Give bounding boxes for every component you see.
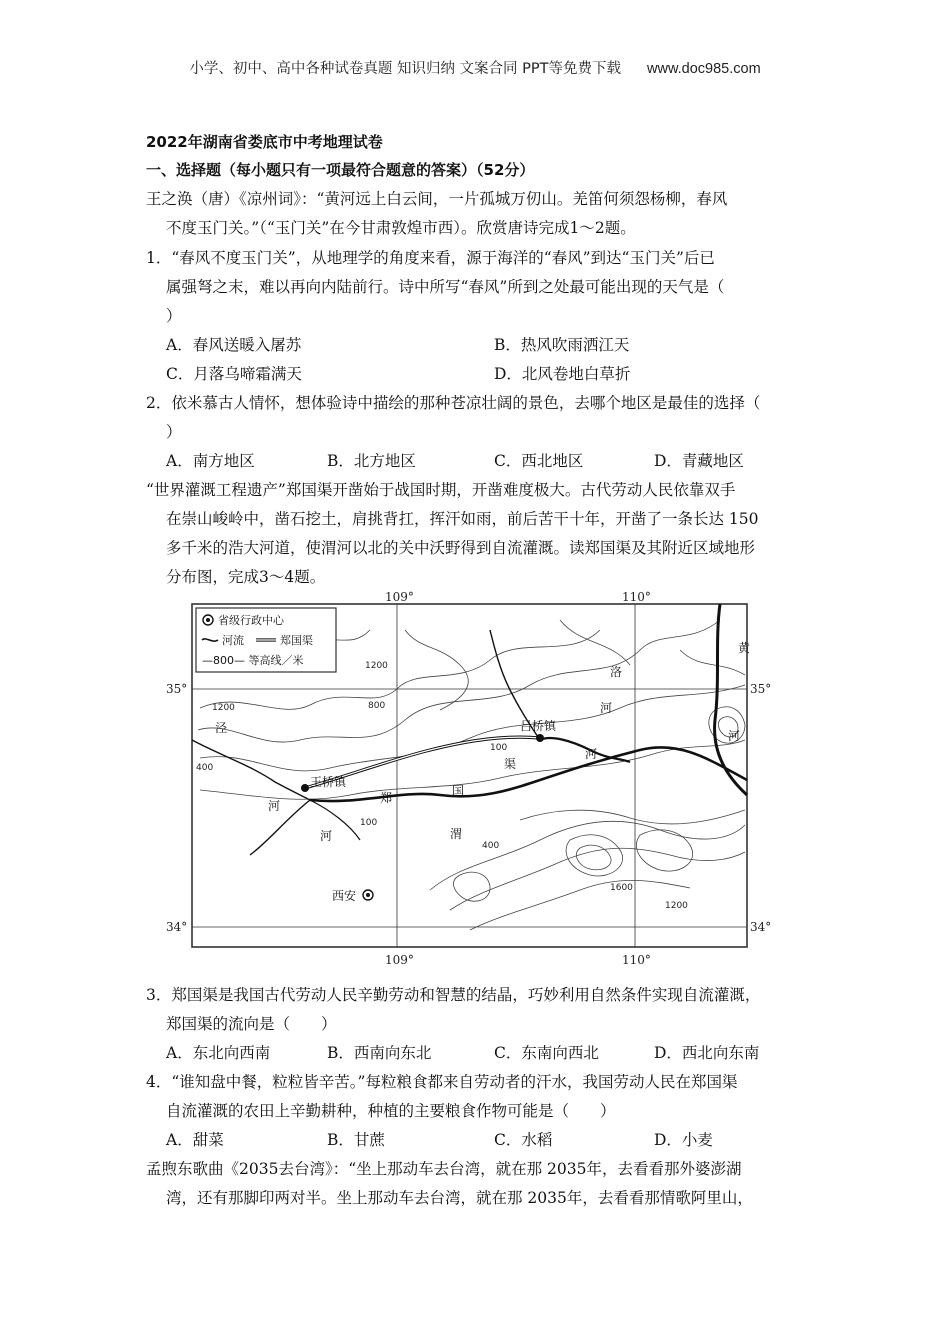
q3-option-a[interactable]: A．东北向西南 bbox=[166, 1044, 271, 1062]
river-wei bbox=[310, 747, 747, 801]
intro2-line3: 多千米的浩大河道，使渭河以北的关中沃野得到自流灌溉。读郑国渠及其附近区域地形 bbox=[166, 539, 756, 557]
label-luo: 洛 bbox=[610, 665, 623, 679]
q2-option-b[interactable]: B．北方地区 bbox=[327, 452, 416, 470]
page-header bbox=[0, 57, 950, 78]
header-site-link[interactable]: www.doc985.com bbox=[647, 61, 761, 77]
contour-g bbox=[560, 620, 630, 665]
contour-r bbox=[520, 810, 745, 824]
intro2-line2: 在崇山峻岭中，凿石挖土，肩挑背扛，挥汗如雨，前后苦干十年，开凿了一条长达 150 bbox=[166, 510, 759, 528]
intro1-line2: 不度玉门关。”（“玉门关”在今甘肃敦煌市西）。欣赏唐诗完成1～2题。 bbox=[166, 219, 636, 237]
q3-stem-line1: 3．郑国渠是我国古代劳动人民辛勤劳动和智慧的结晶，巧妙利用自然条件实现自流灌溉， bbox=[146, 986, 761, 1004]
label-contour-100a: 100 bbox=[490, 743, 508, 753]
intro3-line1: 孟煦东歌曲《2035去台湾》：“坐上那动车去台湾，就在那 2035年，去看看那外婆澎湖 bbox=[146, 1160, 742, 1178]
label-contour-1200b: 1200 bbox=[212, 703, 235, 713]
section-heading: 一、选择题（每小题只有一项最符合题意的答案）（52分） bbox=[146, 161, 535, 179]
label-guo: 国 bbox=[452, 784, 465, 798]
label-lat-35-left: 35° bbox=[166, 682, 188, 696]
label-lon-109-top: 109° bbox=[385, 590, 414, 604]
label-contour-400a: 400 bbox=[196, 763, 214, 773]
contour-h bbox=[680, 650, 745, 675]
label-yellow: 黄 bbox=[738, 641, 751, 655]
q3-option-d[interactable]: D．西北向东南 bbox=[654, 1044, 760, 1062]
label-contour-800: 800 bbox=[368, 701, 386, 711]
q3-option-b[interactable]: B．西南向东北 bbox=[327, 1044, 432, 1062]
map-svg bbox=[160, 590, 780, 974]
contour-f bbox=[405, 630, 468, 710]
contour-j bbox=[450, 848, 745, 910]
q4-stem-line2: 自流灌溉的农田上辛勤耕种，种植的主要粮食作物可能是（ ） bbox=[166, 1102, 616, 1120]
legend-canal-label: 郑国渠 bbox=[280, 634, 313, 647]
intro2-line4: 分布图，完成3～4题。 bbox=[166, 568, 326, 586]
intro2-line1: “世界灌溉工程遗产”郑国渠开凿始于战国时期，开凿难度极大。古代劳动人民依靠双手 bbox=[146, 481, 736, 499]
label-he4: 河 bbox=[268, 799, 281, 813]
wangqiao-point bbox=[301, 784, 309, 792]
header-text: 小学、初中、高中各种试卷真题 知识归纳 文案合同 PPT等免费下载 bbox=[189, 61, 622, 77]
legend-contour-label: —800— 等高线／米 bbox=[202, 654, 304, 667]
q3-stem-line2: 郑国渠的流向是（ ） bbox=[166, 1015, 337, 1033]
legend-capital-dot bbox=[206, 618, 210, 622]
label-he2: 河 bbox=[320, 829, 333, 843]
contour-c bbox=[200, 685, 745, 771]
label-lvqiao: 吕桥镇 bbox=[520, 719, 557, 733]
label-lon-110-bottom: 110° bbox=[622, 953, 651, 967]
legend-river-label: 河流 bbox=[222, 634, 244, 647]
label-contour-1200c: 1200 bbox=[665, 901, 688, 911]
label-contour-400b: 400 bbox=[482, 841, 500, 851]
label-contour-100b: 100 bbox=[360, 818, 378, 828]
lvqiao-point bbox=[536, 734, 544, 742]
contour-d bbox=[200, 740, 745, 799]
label-contour-1600: 1600 bbox=[610, 883, 633, 893]
q2-stem-line2: ） bbox=[166, 423, 182, 441]
q1-stem-line2: 属强弩之末，难以再向内陆前行。诗中所写“春风”所到之处最可能出现的天气是（ bbox=[166, 278, 725, 296]
label-he3: 河 bbox=[728, 729, 741, 743]
q1-option-b[interactable]: B．热风吹雨洒江天 bbox=[494, 336, 630, 354]
contour-k bbox=[470, 880, 690, 930]
label-zheng: 郑 bbox=[380, 791, 393, 805]
contour-o bbox=[454, 872, 490, 901]
label-lat-34-right: 34° bbox=[750, 920, 772, 934]
river-branch-mid bbox=[310, 800, 360, 840]
label-wei: 渭 bbox=[450, 827, 463, 841]
zhengguo-canal-map bbox=[160, 590, 780, 974]
label-qu: 渠 bbox=[504, 757, 517, 771]
q4-stem-line1: 4．“谁知盘中餐，粒粒皆辛苦。”每粒粮食都来自劳动者的汗水，我国劳动人民在郑国渠 bbox=[146, 1073, 738, 1091]
intro1-line1: 王之涣（唐）《凉州词》：“黄河远上白云间，一片孤城万仞山。羌笛何须怨杨柳，春风 bbox=[146, 190, 728, 208]
q1-option-a[interactable]: A．春风送暖入屠苏 bbox=[166, 336, 302, 354]
q2-option-a[interactable]: A．南方地区 bbox=[166, 452, 255, 470]
map-legend bbox=[196, 608, 336, 672]
label-xian: 西安 bbox=[332, 889, 357, 903]
label-lat-35-right: 35° bbox=[750, 682, 772, 696]
contour-i bbox=[430, 821, 745, 890]
label-he1: 河 bbox=[600, 701, 613, 715]
q2-option-c[interactable]: C．西北地区 bbox=[494, 452, 584, 470]
q2-stem-line1: 2．依米慕古人情怀，想体验诗中描绘的那种苍凉壮阔的景色，去哪个地区是最佳的选择（ bbox=[146, 394, 761, 412]
label-lon-109-bottom: 109° bbox=[385, 953, 414, 967]
q1-option-c[interactable]: C．月落乌啼霜满天 bbox=[166, 365, 302, 383]
q4-option-c[interactable]: C．水稻 bbox=[494, 1131, 553, 1149]
label-wangqiao: 王桥镇 bbox=[310, 775, 347, 789]
contour-n bbox=[636, 830, 692, 871]
q4-option-d[interactable]: D．小麦 bbox=[654, 1131, 713, 1149]
label-lon-110-top: 110° bbox=[622, 590, 651, 604]
q3-option-c[interactable]: C．东南向西北 bbox=[494, 1044, 599, 1062]
label-he5: 河 bbox=[585, 747, 598, 761]
q4-option-b[interactable]: B．甘蔗 bbox=[327, 1131, 385, 1149]
label-contour-1200a: 1200 bbox=[365, 661, 388, 671]
legend-capital-label: 省级行政中心 bbox=[218, 614, 284, 627]
exam-title: 2022年湖南省娄底市中考地理试卷 bbox=[146, 133, 383, 151]
q2-option-d[interactable]: D．青藏地区 bbox=[654, 452, 744, 470]
label-jing: 泾 bbox=[215, 721, 228, 735]
label-lat-34-left: 34° bbox=[166, 920, 188, 934]
intro3-line2: 湾，还有那脚印两对半。坐上那动车去台湾，就在那 2035年，去看看那情歌阿里山， bbox=[166, 1189, 753, 1207]
q1-stem-line1: 1．“春风不度玉门关”，从地理学的角度来看，源于海洋的“春风”到达“玉门关”后已 bbox=[146, 249, 715, 267]
q1-stem-line3: ） bbox=[166, 307, 182, 325]
q4-option-a[interactable]: A．甜菜 bbox=[166, 1131, 224, 1149]
q1-option-d[interactable]: D．北风卷地白草折 bbox=[494, 365, 631, 383]
